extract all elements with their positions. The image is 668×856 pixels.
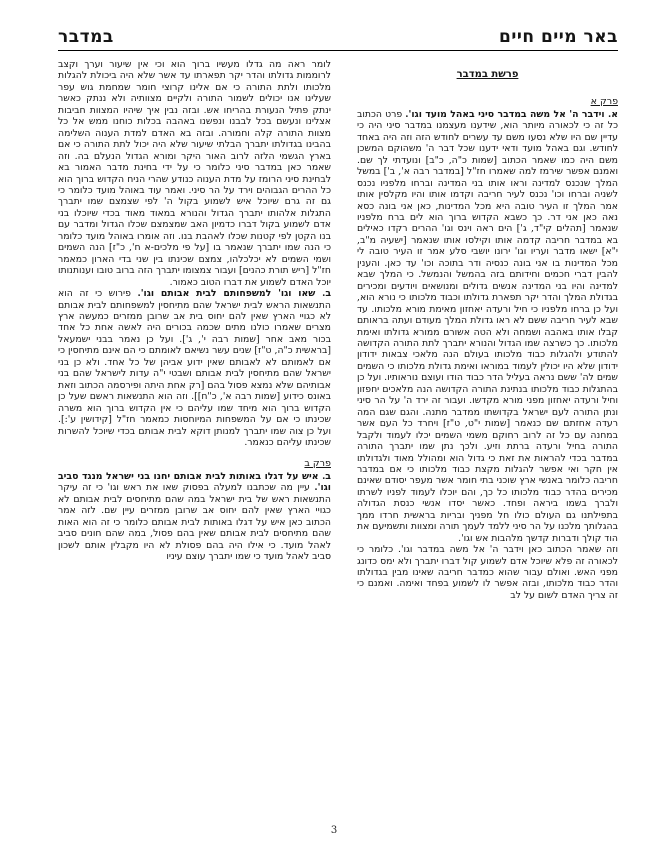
chapter-header-perek-1: פרק א [590, 96, 618, 108]
passage-1-2-commentary: פירוש כי זה הוא התנשאות הראש לבית ישראל שהם מתיחסין למשפחותם לבית אבותם לא כגויי הארץ שאין להם יחוס בית אב שרובן ממזרים כמעשה ארץ מצרים שאמרו כולנו מתים שכמה בכורים היה לאשה אחת כל אחד בכור מאב אחר [שמות רבה י', ג']. ועל כן נאמר בבני ישמעאל [בראשית כ"ה, ט"ז] שנים עשר נשיאם לאומתם כי הם אינם מתיחסין כי אם לאמותם לא לאבותם שאין ידוע אביהן של כל אחד. ולא כן בני ישראל שהם מתיחסין לבית אבותם ושבטי י"ה עדות לישראל שהם בני אבותיהם שלא נמצא פסול בהם [רק אחת היתה ופירסמה הכתוב וזאת באונס כידוע [שמות רבה א', כ"ח]]. וזה הוא התנשאות ראשם שעל כן הקדוש ברוך הוא מיחד שמו עליהם כי אין הקדוש ברוך הוא משרה שכינתו כי אם על המשפחות המיוחסות כמאמר חז"ל [קידושין ע':]. ועל כן צוה שמו יתברך למנותן דוקא לבית אבותם בכדי שיוכל להשרות שכינתו עליהם כנאמר. [58, 288, 331, 448]
page-number: 3 [330, 825, 338, 836]
passage-1-1-continued: וזה שאמר הכתוב כאן וידבר ה' אל משה במדבר וגו'. כלומר כי לכאורה זה פלא שיוכל אדם לשמוע קול דברו יתברך ולא ימס כדונג מפני האש. ואולם עבור שהוא כמדבר חריבה שאינו מבין בגדולתו והדר כבוד מלכותו, ובזה אפשר לו לשמוע בפחד ואימה. ואמנם כי זה צריך האדם לשום על לב [356, 544, 618, 601]
passage-carryover: לומר ראה מה גדלו מעשיו ברוך הוא וכי אין שיעור וערך וקצב לרוממות גדולתו והדר יקר תפארתו עד אשר שלא היה ביכולת להגלות מלכותו ולתת התורה כי אם אלינו קרוצי חומר שמחמת גוש עפר שעלינו אנו יכולים לשמור התורה ולקיים מצוותיה ולא ננתק כאשר ינתק פתיל הנעורת בהריחו אש. ובזה נבין איך שיהיו המצוות חביבות אצלינו ונעשם בכל לבבנו ונפשנו באהבה בכלות כוחנו ממש אל כל מצוות התורה קלה וחמורה. ובזה בא האדם למדת הענוה השלימה בהבינו בגדולתו יתברך הבלתי שיעור שלא היה יכול לתת התורה כי אם בארץ הגשמי הלזה לרוב האור היקר ומורא הגדול הנעלם בה. וזה שאמר כאן במדבר סיני כלומר כי על ידי בחינת מדבר האמור בא לבחינת סיני הרומז על מדת הענוה כנודע שהרי הניח הקדוש ברוך הוא כל ההרים הגבוהים וירד על הר סיני. ואמר עוד באוהל מועד כלומר כי גם זה גרם שיוכל איש לשמוע בקול ה' לפי שצמצם שמו יתברך התגלות אלהותו יתברך הגדול והנורא במאוד מאוד בכדי שיוכלו בני אדם לשמוע בקול דברו כדמיון האב שמצמצם שכלו הגדול ומדבר עם בנו הקטן לפי קטנות שכלו לאהבת בנו. וזה אומרו באוהל מועד כלומר כי הנה שמו יתברך שנאמר בו [על פי מלכים-א ח', כ"ז] הנה השמים ושמי השמים לא יכלכלהו, צמצם שכינתו בין שני בדי הארון כמאמר חז"ל [ריש תורת כהנים] ועבור צמצומו יתברך הזה ברוב טובו וענותנותו יוכל האדם לשמוע את דברו הטוב כאמור. [58, 59, 331, 288]
column-left [58, 59, 331, 601]
passage-1-1 [357, 109, 618, 544]
passage-1-1-commentary: פרט הכתוב כל זה כי לכאורה מיותר הוא, שידענו מעצמנו במדבר סיני היה כי עדיין שם היו שלא נסעו משם עד עשרים לחודש הזה וזה היה באחד לחודש. וגם באהל מועד ודאי ידענו שכל דבר ה' משהוקם המשכן משם היה כמו שאמר הכתוב [שמות כ"ה, כ"ב] ונועדתי לך שם. ואמנם אפשר שירמז למה שאמרו חז"ל [במדבר רבה א', ב'] במשל המלך שנכנס למדינה וראו אותו בני המדינה וברחו מלפניו נכנס לשניה וברחו וכו' נכנס לעיר חריבה וקדמו אותו והיו מקלסין אותו אמר המלך זו העיר טובה היא מכל המדינות, כאן אני בונה כסא נאה כאן אני דר. כך כשבא הקדוש ברוך הוא לים ברח מלפניו שנאמר [תהלים קי"ד, ג'] הים ראה וינס וגו' ההרים רקדו כאילים בא במדבר חריבה קדמה אותו וקילסו אותו שנאמר [ישעיה מ"ב, י"א] ישאו מדבר ועריו וגו' ירונו יושבי סלע אמר זו העיר טובה לי מכל המדינות בו אני בונה כנסיה ודר בתוכה וכו' עד כאן. והענין להבין דברי חכמים וחידותם בזה בהמשל והנמשל. כי המלך שבא למדינה והיו בני המדינה אנשים גדולים ומנושאים ויודעים ומכירים בגדולת המלך והדר יקר תפארת גדולתו וכבוד מלכותו כי נורא הוא, ועל כן ברחו מלפניו כי חיל ורעדה יאחזון מאימת מורא מלכותו. עד שבא לעיר חריבה ששם לא ראו גדולת המלך מעודם ועתה בראותם קבלו אותו באהבה ושמחה ולא הטה אשורם ממורא גדולתו ואימת מלכותו. כך כשרצה שמו הגדול והנורא יתברך לתת התורה הקדושה להתודע ולהגלות כבוד מלכותו בעולם הנה מלאכי צבאות ידודון ידודון שלא היו יכולין לעמוד במוראו ואימת גדולת מלכותו כי השמים שמים לה' ששם נראה בעליל הדר כבוד הודו ועוצם נוראותיו. ועל כן בהתגלות כבוד מלכותו בנתינת התורה הקדושה הנה מלאכים יחפזון וחיל ורעדה יאחזון מפני מורא מקדשו. ועבור זה ירד ה' על הר סיני ונתן התורה לעם ישראל בקדושתו ממדבר מתנה. והגם שגם המה רעדה אחזתם שם כנאמר [שמות י"ט, ט"ז] ויחרד כל העם אשר במחנה עם כל זה לרוב רחוקם משמי השמים יכלו לעמוד ולקבל התורה בחיל ורעדה ברתת וזיע. ולכך נתן שמו יתברך התורה במדבר בכדי להראות את זאת כי גדול הוא ומהולל מאוד ולגדולתו אין חקר ואי אפשר להגלות מקצת כבוד מלכותו כי אם במדבר חריבה כלומר באנשי ארץ שוכני בתי חומר אשר מעפר יסודם שאינם מכירים בהדר כבוד מלכותו כל כך, והם יוכלו לעמוד לפניו לשרתו ולברך בשמו ביראה ופחד. כאשר יסדו אנשי כנסת הגדולה בתפילתנו גם העולם כולו חל מפניך ובריות בראשית חרדו ממך בהגלותך מלכנו על הר סיני ללמד לעמך תורה ומצוות ותשמיעם את הוד קולך ודברות קדשך מלהבות אש וגו'. [356, 108, 618, 544]
masthead-sefer-title: באר מיים חיים [499, 27, 618, 47]
passage-1-1-verse-lead: א. וידבר ה' אל משה במדבר סיני באהל מועד וגו'. [405, 108, 618, 120]
text-columns [58, 59, 618, 601]
passage-2-2-verse-lead: ב. איש על דגלו באותות לבית אבותם יחנו בני ישראל מנגד סביב וגו'. [58, 470, 331, 494]
masthead-parsha-title: במדבר [58, 27, 114, 47]
column-right [357, 59, 618, 601]
chapter-header-perek-2: פרק ב [304, 458, 331, 470]
masthead [58, 27, 618, 47]
passage-2-2 [58, 471, 331, 563]
passage-1-2 [58, 288, 331, 448]
passage-1-2-verse-lead: ב. שאו וגו' למשפחותם לבית אבותם וגו'. [137, 288, 331, 300]
masthead-divider [58, 50, 618, 51]
parsha-header: פרשת במדבר [456, 69, 519, 80]
passage-2-2-commentary: עיין מה שכתבנו למעלה בפסוק שאו את ראש וגו' כי זה עיקר התנשאות ראש של בית ישראל במה שהם מתיחסים לבית אבותם לא כגויי הארץ שאין להם יחוס אב שרובן ממזרים עיין שם. לזה אמר הכתוב כאן איש על דגלו באותות לבית אבותם כלומר כי זה הוא האות שהם מתיחסים לבית אבותם שאין בהם פסול, במה שהם חונים סביב לאהל מועד. כי אילו היה בהם פסולת לא היו מקבלין אותם לשכון סביב לאהל מועד כי שמו יתברך עוצם עיניו [58, 482, 331, 563]
